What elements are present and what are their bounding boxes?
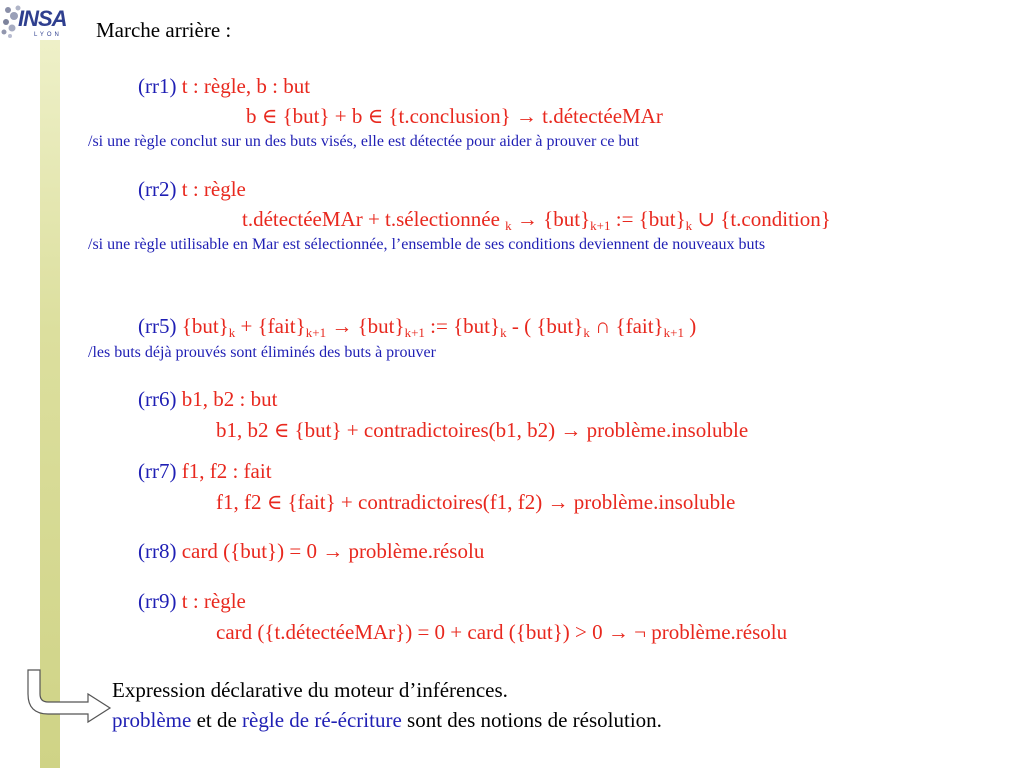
rule-rr5-note: /les buts déjà prouvés sont éliminés des buts à prouver xyxy=(88,344,436,361)
rule-rr7-decl: f1, f2 : fait xyxy=(181,459,272,483)
conclusion-line-2 xyxy=(112,708,662,733)
rule-rr2-decl: t : règle xyxy=(181,177,246,201)
rr5-part-3: → {but} xyxy=(326,314,405,338)
rule-rr1-note: /si une règle conclut sur un des buts visés, elle est détectée pour aider à prouver ce but xyxy=(88,133,639,150)
term-regle-reecriture: règle de ré-écriture xyxy=(242,708,402,732)
rule-rr9-formula: card ({t.détectéeMAr}) = 0 + card ({but}) > 0 → ¬ problème.résolu xyxy=(216,620,788,644)
logo-subtext: LYON xyxy=(34,32,62,38)
rule-rr2-note: /si une règle utilisable en Mar est sélectionnée, l’ensemble de ses conditions deviennent de nouveaux buts xyxy=(88,236,766,253)
rr5-part-5: - ( {but} xyxy=(506,314,584,338)
rule-rr8 xyxy=(138,539,484,564)
term-probleme: problème xyxy=(112,708,192,732)
rr5-sub-3: k+1 xyxy=(404,325,425,340)
rule-rr6-header xyxy=(138,387,277,412)
conclusion-end: sont des notions de résolution. xyxy=(401,708,662,732)
rule-rr9-header xyxy=(138,589,246,614)
insa-logo xyxy=(0,0,67,44)
rule-rr9-decl: t : règle xyxy=(181,589,246,613)
rr5-sub-2: k+1 xyxy=(305,325,327,340)
rule-rr6-id: (rr6) xyxy=(138,387,177,411)
conclusion-mid: et de xyxy=(191,708,243,732)
rr2-part-d: ∪ {t.condition} xyxy=(692,207,831,231)
page-title: Marche arrière : xyxy=(96,18,232,42)
rr2-part-c: := {but} xyxy=(610,207,686,231)
rule-rr9-id: (rr9) xyxy=(138,589,177,613)
rule-rr2-id: (rr2) xyxy=(138,177,177,201)
rr2-sub-k2: k xyxy=(685,218,693,233)
rule-rr1-id: (rr1) xyxy=(138,74,177,98)
rr5-sub-5: k xyxy=(583,325,590,340)
rr5-sub-1: k xyxy=(228,325,236,340)
rr5-part-2: + {fait} xyxy=(235,314,306,338)
rule-rr6-decl: b1, b2 : but xyxy=(181,387,278,411)
rule-rr5-id: (rr5) xyxy=(138,314,177,338)
rule-rr2-formula xyxy=(242,207,831,234)
rr5-part-7: ) xyxy=(683,314,697,338)
rr2-sub-k: k xyxy=(505,218,512,233)
rule-rr1-header xyxy=(138,74,310,99)
rule-rr7-header xyxy=(138,459,272,484)
logo-text: INSA xyxy=(18,6,67,31)
rr2-sub-k1: k+1 xyxy=(590,218,611,233)
rule-rr5 xyxy=(138,314,696,341)
curved-arrow-icon xyxy=(26,668,116,724)
rule-rr2-header xyxy=(138,177,246,202)
rule-rr1-formula: b ∈ {but} + b ∈ {t.conclusion} → t.détectéeMAr xyxy=(246,104,663,128)
rr5-part-1: {but} xyxy=(181,314,229,338)
rule-rr5-formula xyxy=(182,314,697,338)
rr2-part-b: → {but} xyxy=(511,207,591,231)
rr5-part-4: := {but} xyxy=(424,314,501,338)
side-decorative-bar xyxy=(40,40,60,768)
rr5-part-6: ∩ {fait} xyxy=(589,314,664,338)
rule-rr1-decl: t : règle, b : but xyxy=(181,74,311,98)
rr2-part-a: t.détectéeMAr + t.sélectionnée xyxy=(242,207,500,231)
rule-rr7-formula: f1, f2 ∈ {fait} + contradictoires(f1, f2) → problème.insoluble xyxy=(216,490,736,514)
rr5-sub-6: k+1 xyxy=(663,325,684,340)
rule-rr7-id: (rr7) xyxy=(138,459,177,483)
rule-rr8-formula: card ({but}) = 0 → problème.résolu xyxy=(181,539,485,563)
rr5-sub-4: k xyxy=(500,325,507,340)
rule-rr6-formula: b1, b2 ∈ {but} + contradictoires(b1, b2) → problème.insoluble xyxy=(216,418,749,442)
rule-rr8-id: (rr8) xyxy=(138,539,177,563)
conclusion-line-1: Expression déclarative du moteur d’inférences. xyxy=(112,678,508,702)
